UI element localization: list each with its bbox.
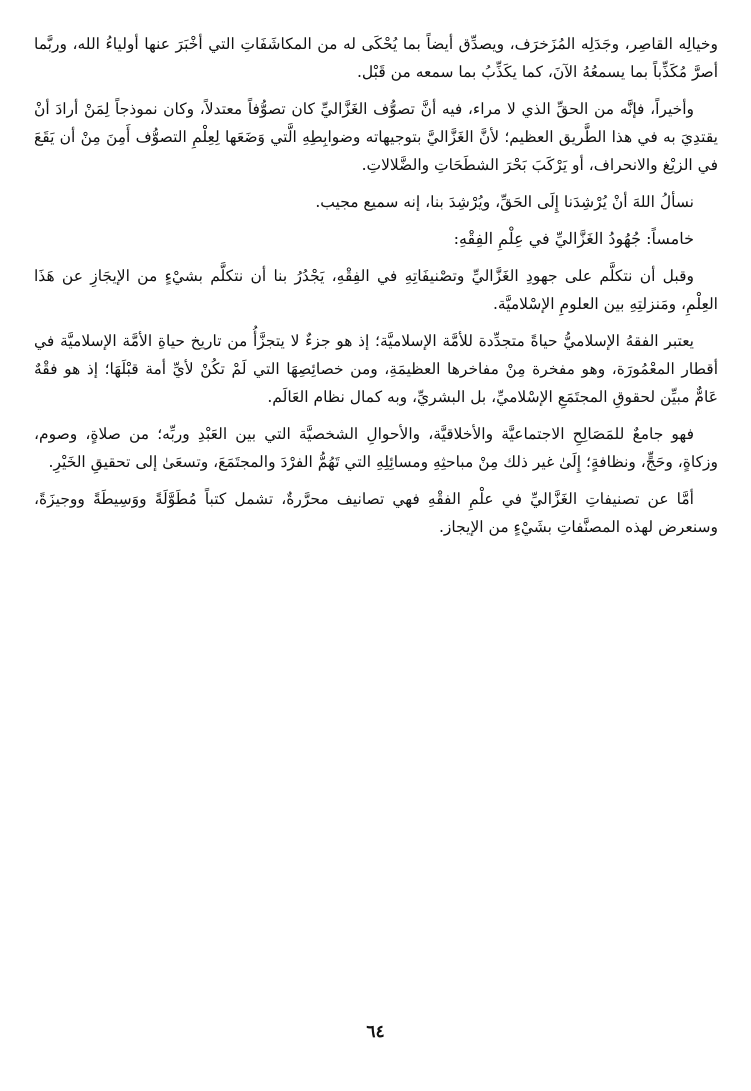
paragraph-2: وأخيراً، فإنَّه من الحقِّ الذي لا مراء، فيه أنَّ تصوُّف الغَزَّاليِّ كان تصوُّفاً معتدلاً، وكان نموذجاً لِمَنْ أرادَ أنْ يقتدِيَ به في هذا الطَّريق العظيم؛ لأنَّ الغَزَّاليَّ بتوجيهاته وضوابِطِهِ الَّتي وَضَعَها لِعِلْمِ التصوُّف أَمِنَ مِنْ أن يَقَعَ في الزيْغ والانحراف، أو يَرْكَبَ بَحْرَ الشطَحَاتِ والضَّلالاتِ.	[34, 100, 718, 174]
paragraph-5: يعتبر الفقهُ الإسلاميُّ حياةً متجدِّدة للأمَّة الإسلاميَّة؛ إذ هو جزءٌ لا يتجزَّأُ من تاريخ حياةِ الأمَّة الإسلاميَّة في أقطار المعْمُورَة، وهو مفخرة مِنْ مفاخرها العظيمَةِ، ومن خصائِصِهَا التي لَمْ تكُنْ لأيِّ أمة قبْلَهَا؛ إذ هو فقْهٌ عَامٌّ مبيِّن لحقوقِ المجتَمَعِ الإسْلاميِّ، بل البشريِّ، وبه كمال نظام العَالَم.	[34, 332, 718, 406]
paragraph-7: أمَّا عن تصنيفاتِ الغَزَّاليِّ في علْمِ الفقْهِ فهي تصانيف محرَّرةٌ، تشمل كتباً مُطَوَّلَةً ووَسِيطَةً ووجيزَةً، وسنعرض لهذه المصنَّفاتِ بشَيْءٍ من الإيجاز.	[34, 490, 718, 536]
paragraph-3: نسألُ اللهَ أنْ يُرْشِدَنا إِلَى الحَقِّ، ويُرْشِدَ بنا، إنه سميع مجيب.	[315, 193, 694, 211]
paragraph-6: فهو جامعٌ للمَصَالِحِ الاجتماعيَّة والأخلاقيَّة، والأحوالِ الشخصيَّة التي بين العَبْدِ وربِّه؛ من صلاةٍ، وصوم، وزكاةٍ، وحَجٍّ، ونظافةٍ؛ إِلَىٰ غير ذلك مِنْ مباحثِهِ ومسائِلِهِ التي تَهُمُّ الفرْدَ والمجتَمَعَ، وتسعَىٰ إلى تحقيقِ الخَيْرِ.	[34, 425, 718, 471]
page-number: ٦٤	[366, 1022, 385, 1042]
paragraph-4: وقبل أن نتكلَّم على جهودِ الغَزَّاليِّ وتصْنيفَاتِهِ في الفِقْهِ، يَجْدُرُ بنا أن نتكلَّم بشيْءٍ من الإيجَازِ عن هَذَا العِلْمِ، ومَنزلتِهِ بين العلومِ الإسْلاميَّة.	[34, 267, 718, 313]
body-text	[34, 30, 718, 550]
section-heading: خامساً: جُهُودُ الغَزَّاليِّ في عِلْمِ الفِقْهِ:	[453, 229, 694, 248]
paragraph-1: وخيالِه القاصِر، وجَدَلِه المُزَخرَف، ويصدِّق أيضاً بما يُحْكَى له من المكاشَفَاتِ التي أخْبَرَ عنها أولياءُ الله، وربَّما أصرَّ مُكَذِّباً بما يسمعُهُ الآنَ، كما يكَذِّبُ بما سمعه من قَبْل.	[34, 35, 718, 81]
